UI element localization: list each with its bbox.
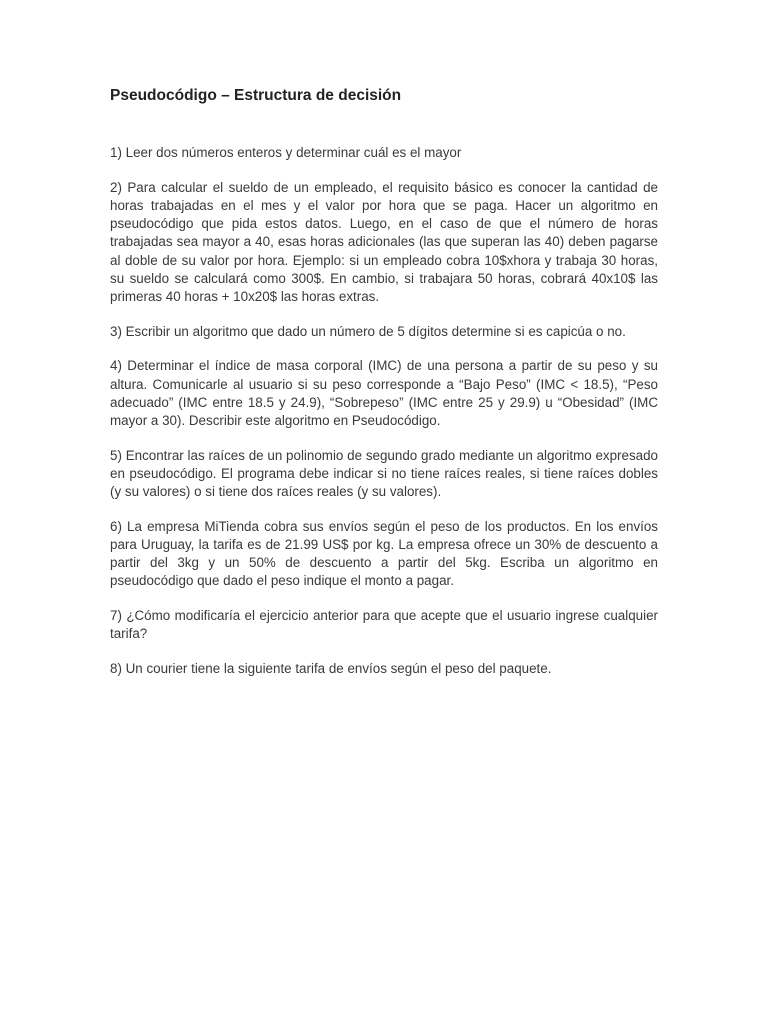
exercise-7: 7) ¿Cómo modificaría el ejercicio anterior para que acepte que el usuario ingrese cualquier tarifa? [110, 608, 658, 642]
exercise-2: 2) Para calcular el sueldo de un empleado, el requisito básico es conocer la cantidad de horas trabajadas en el mes y el valor por hora que se paga. Hacer un algoritmo en pseudocódigo que pida estos datos. Luego, en el caso de que el número de horas trabajadas sea mayor a 40, esas horas adicionales (las que superan las 40) deben pagarse al doble de su valor por hora. Ejemplo: si un empleado cobra 10$xhora y trabaja 30 horas, su sueldo se calculará como 300$. En cambio, si trabajara 50 horas, cobrará 40x10$ las primeras 40 horas + 10x20$ las horas extras. [110, 179, 658, 304]
exercise-3: 3) Escribir un algoritmo que dado un número de 5 dígitos determine si es capicúa o no. [110, 323, 626, 339]
document-title: Pseudocódigo – Estructura de decisión [110, 87, 402, 104]
document-page [110, 84, 658, 695]
exercise-4: 4) Determinar el índice de masa corporal (IMC) de una persona a partir de su peso y su altura. Comunicarle al usuario si su peso corresponde a “Bajo Peso” (IMC < 18.5), “Peso adecuado” (IMC entre 18.5 y 24.9), “Sobrepeso” (IMC entre 25 y 29.9) u “Obesidad” (IMC mayor a 30). Describir este algoritmo en Pseudocódigo. [110, 358, 658, 428]
exercise-5: 5) Encontrar las raíces de un polinomio de segundo grado mediante un algoritmo expresado en pseudocódigo. El programa debe indicar si no tiene raíces reales, si tiene raíces dobles (y su valores) o si tiene dos raíces reales (y su valores). [110, 447, 658, 500]
exercise-1: 1) Leer dos números enteros y determinar cuál es el mayor [110, 145, 462, 160]
exercise-8: 8) Un courier tiene la siguiente tarifa de envíos según el peso del paquete. [110, 660, 552, 676]
exercise-6: 6) La empresa MiTienda cobra sus envíos según el peso de los productos. En los envíos para Uruguay, la tarifa es de 21.99 US$ por kg. La empresa ofrece un 30% de descuento a partir del 3kg y un 50% de descuento a partir del 5kg. Escriba un algoritmo en pseudocódigo que dado el peso indique el monto a pagar. [110, 518, 658, 589]
